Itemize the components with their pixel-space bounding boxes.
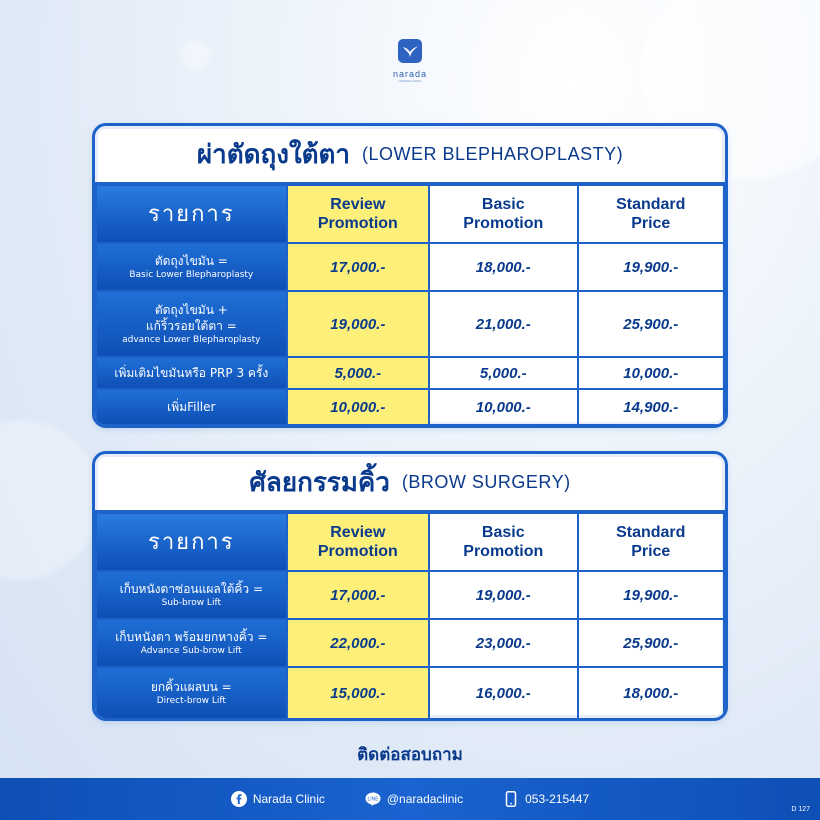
document-code: D 127 xyxy=(791,806,810,813)
basic-price: 19,000.- xyxy=(429,571,577,619)
header-line: Standard xyxy=(616,196,686,213)
review-price: 15,000.- xyxy=(287,667,429,719)
basic-price: 18,000.- xyxy=(429,243,577,291)
review-price: 5,000.- xyxy=(287,357,429,389)
standard-price: 14,900.- xyxy=(578,389,724,425)
item-name: เก็บหนังตา พร้อมยกหางคิ้ว = xyxy=(115,630,268,644)
item-cell xyxy=(96,667,287,719)
standard-price: 18,000.- xyxy=(578,667,724,719)
facebook-label: Narada Clinic xyxy=(252,792,325,806)
basic-price: 23,000.- xyxy=(429,619,577,667)
line-icon xyxy=(365,791,381,807)
header-line: Basic xyxy=(481,524,525,541)
standard-price: 25,900.- xyxy=(578,619,724,667)
review-price: 10,000.- xyxy=(287,389,429,425)
section-title-english: (BROW SURGERY) xyxy=(401,471,571,492)
standard-price-header xyxy=(578,185,724,243)
review-price: 22,000.- xyxy=(287,619,429,667)
phone-link[interactable] xyxy=(503,791,589,807)
basic-price: 10,000.- xyxy=(429,389,577,425)
line-label: @naradaclinic xyxy=(386,792,464,806)
background-bubble xyxy=(0,420,100,580)
price-table xyxy=(95,184,725,426)
table-row xyxy=(96,291,724,357)
item-english: Direct-brow Lift xyxy=(156,696,226,706)
item-name: เก็บหนังตาซ่อนแผลใต้คิ้ว = xyxy=(119,582,264,596)
item-cell xyxy=(96,243,287,291)
standard-price: 10,000.- xyxy=(578,357,724,389)
footer-bar xyxy=(0,778,820,820)
header-line: Promotion xyxy=(317,215,398,232)
header-line: Promotion xyxy=(317,543,398,560)
standard-price: 19,900.- xyxy=(578,243,724,291)
standard-price: 25,900.- xyxy=(578,291,724,357)
item-column-header: รายการ xyxy=(96,513,287,571)
header-line: Promotion xyxy=(463,215,544,232)
item-cell xyxy=(96,357,287,389)
basic-price: 16,000.- xyxy=(429,667,577,719)
phone-icon xyxy=(503,791,519,807)
header-line: Review xyxy=(330,196,386,213)
table-row xyxy=(96,619,724,667)
header-row xyxy=(96,185,724,243)
basic-promotion-header xyxy=(429,513,577,571)
section-title xyxy=(95,454,725,512)
item-name: แก้ริ้วรอยใต้ตา = xyxy=(145,319,237,333)
header-line: Basic xyxy=(481,196,525,213)
table-row xyxy=(96,571,724,619)
phone-label: 053-215447 xyxy=(525,792,590,806)
item-cell xyxy=(96,389,287,425)
price-table xyxy=(95,512,725,720)
review-promotion-header xyxy=(287,185,429,243)
standard-price: 19,900.- xyxy=(578,571,724,619)
background-bubble xyxy=(180,40,210,70)
swallow-logo-icon xyxy=(395,38,425,64)
basic-price: 5,000.- xyxy=(429,357,577,389)
review-price: 17,000.- xyxy=(287,571,429,619)
section-title-english: (LOWER BLEPHAROPLASTY) xyxy=(362,143,624,164)
item-name: ตัดถุงไขมัน = xyxy=(154,254,228,268)
table-row xyxy=(96,243,724,291)
brow-surgery-card xyxy=(92,451,728,721)
item-cell xyxy=(96,291,287,357)
item-name: เพิ่มเติมไขมันหรือ PRP 3 ครั้ง xyxy=(114,366,269,380)
svg-text:LINE: LINE xyxy=(367,796,379,803)
header-line: Price xyxy=(631,215,671,232)
item-cell xyxy=(96,619,287,667)
item-name: เพิ่มFiller xyxy=(167,400,216,414)
review-price: 19,000.- xyxy=(287,291,429,357)
header-row xyxy=(96,513,724,571)
facebook-icon xyxy=(231,791,247,807)
section-title-thai: ผ่าตัดถุงใต้ตา xyxy=(196,139,351,170)
table-row xyxy=(96,389,724,425)
header-line: Review xyxy=(330,524,386,541)
header-line: Price xyxy=(631,543,671,560)
basic-price: 21,000.- xyxy=(429,291,577,357)
logo-wordmark: narada xyxy=(392,69,428,79)
item-name: ตัดถุงไขมัน + xyxy=(154,303,228,317)
item-english: Basic Lower Blepharoplasty xyxy=(129,270,254,280)
item-column-header: รายการ xyxy=(96,185,287,243)
table-row xyxy=(96,357,724,389)
item-english: Sub-brow Lift xyxy=(161,598,221,608)
item-cell xyxy=(96,571,287,619)
standard-price-header xyxy=(578,513,724,571)
facebook-link[interactable] xyxy=(231,791,325,807)
section-title xyxy=(95,126,725,184)
review-promotion-header xyxy=(287,513,429,571)
lower-blepharoplasty-card xyxy=(92,123,728,428)
item-english: advance Lower Blepharoplasty xyxy=(122,335,261,345)
basic-promotion-header xyxy=(429,185,577,243)
contact-heading: ติดต่อสอบถาม xyxy=(357,745,463,765)
logo-subtitle: NARADA CLINIC xyxy=(398,79,422,83)
line-link[interactable] xyxy=(365,791,463,807)
review-price: 17,000.- xyxy=(287,243,429,291)
item-english: Advance Sub-brow Lift xyxy=(140,646,242,656)
section-title-thai: ศัลยกรรมคิ้ว xyxy=(249,467,390,498)
header-line: Promotion xyxy=(463,543,544,560)
header-line: Standard xyxy=(616,524,686,541)
table-row xyxy=(96,667,724,719)
clinic-logo xyxy=(389,38,431,83)
item-name: ยกคิ้วแผลบน = xyxy=(150,680,232,694)
